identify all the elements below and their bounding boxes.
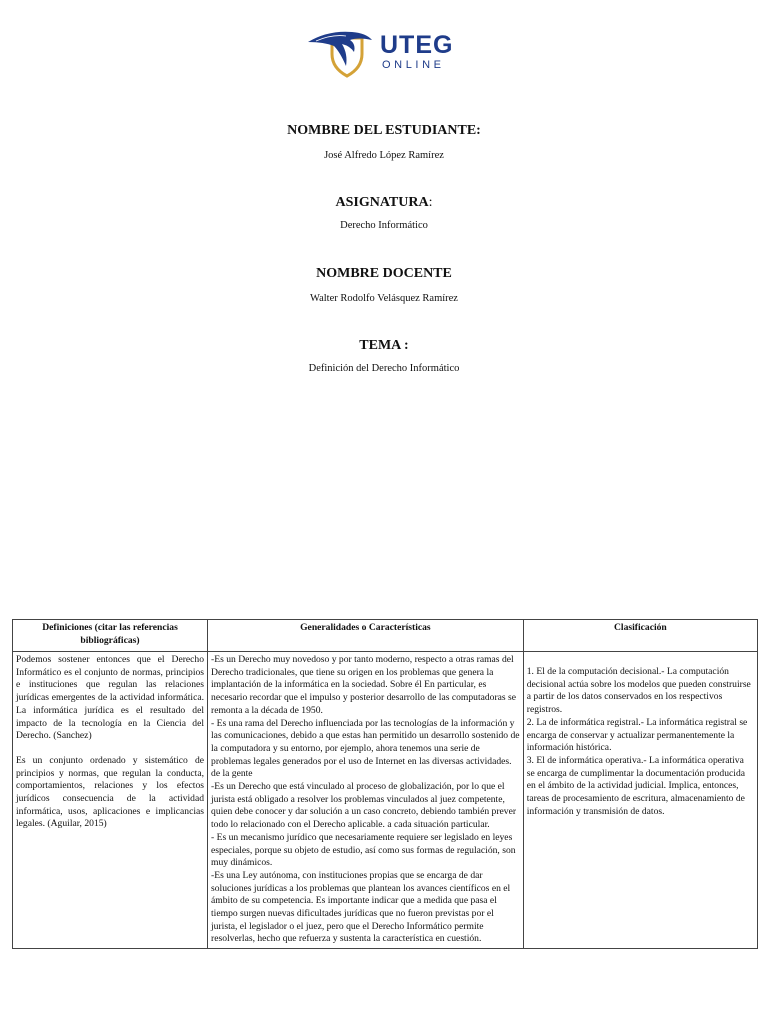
characteristic-item: -Es un Derecho muy novedoso y por tanto moderno, respecto a otras ramas del Derecho tradicionales, que tiene su origen en los problemas que genera la implantación de la informática en la sociedad. Sobre él En particular, es necesario recordar que el impulso y posterior desarrollo de las computadoras se remonta a la década de 1950. xyxy=(211,654,517,716)
teacher-name: Walter Rodolfo Velásquez Ramírez xyxy=(310,293,458,304)
classification-cell xyxy=(523,652,757,949)
content-table xyxy=(12,619,758,949)
characteristic-item: - Es una rama del Derecho influenciada por las tecnologías de la información y las comunicaciones, debido a que estas han permitido un desarrollo sostenido de la computadora y su entorno, por ejemplo, ahora tenemos una serie de problemas legales generados por el uso de Internet en las diversas actividades. de la gente xyxy=(211,717,520,780)
topic-name: Definición del Derecho Informático xyxy=(308,363,460,374)
characteristics-cell xyxy=(208,652,524,949)
table-header-row xyxy=(13,620,758,652)
definitions-cell xyxy=(13,652,208,949)
topic-heading: TEMA : xyxy=(359,338,409,353)
definition-paragraph: Es un conjunto ordenado y sistemático de principios y normas, que regulan la conducta, comportamientos, relaciones y los efectos jurídicos consecuencia de la actividad informática, usos, aplicaciones e implicancias legales. (Aguilar, 2015) xyxy=(16,754,205,830)
logo-uteg-text: UTEG xyxy=(380,31,454,59)
subject-colon: : xyxy=(428,195,433,210)
subject-name: Derecho Informático xyxy=(340,220,428,231)
student-heading: NOMBRE DEL ESTUDIANTE: xyxy=(287,123,481,138)
definition-paragraph: Podemos sostener entonces que el Derecho Informático es el conjunto de normas, principios e instituciones que regulan las relaciones jurídicas emergentes de la actividad informática. La informática jurídica es el resultado del impacto de la tecnología en la Ciencia del Derecho. (Sanchez) xyxy=(16,654,205,742)
table-row xyxy=(13,652,758,949)
teacher-heading: NOMBRE DOCENTE xyxy=(316,266,452,281)
eagle-shield-icon xyxy=(306,28,376,78)
characteristic-item: -Es una Ley autónoma, con instituciones propias que se encarga de dar soluciones jurídicas a los problemas que plantean los avances científicos en el ámbito de su competencia. Es importante indicar que a medida que pasa el tiempo surgen nuevas dificultades jurídicas que no fueron previstas por el jurista, el legislador o el juez, pero que el Derecho Informático permite resolverlas, hecho que refuerza y sustenta la característica en cuestión. xyxy=(211,869,511,945)
header-characteristics: Generalidades o Características xyxy=(208,620,524,652)
uteg-logo xyxy=(306,28,466,78)
classification-item: 1. El de la computación decisional.- La computación decisional actúa sobre los modelos que pueden construirse a partir de los datos conservados en los respectivos registros. xyxy=(526,666,751,716)
student-name: José Alfredo López Ramírez xyxy=(324,150,444,161)
classification-item: 2. La de informática registral.- La informática registral se encarga de conservar y actualizar permanentemente la información histórica. xyxy=(526,716,748,754)
logo-online-text: ONLINE xyxy=(382,59,445,71)
subject-heading: ASIGNATURA xyxy=(335,195,429,210)
characteristic-item: -Es un Derecho que está vinculado al proceso de globalización, por lo que el jurista está obligado a resolver los problemas vinculados al juez competente, quien debe conocer y dar solución a un caso concreto, debiendo también prever todo lo relacionado con el Derecho aplicable. a cada situación particular. xyxy=(211,781,517,831)
subject-heading-wrapper xyxy=(0,195,768,211)
characteristic-item: - Es un mecanismo jurídico que necesariamente requiere ser legislado en leyes especiales, porque su objeto de estudio, así como sus formas de regulación, son muy dinámicos. xyxy=(211,831,516,869)
header-definitions: Definiciones (citar las referencias bibliográficas) xyxy=(13,620,208,652)
header-classification: Clasificación xyxy=(523,620,757,652)
classification-item: 3. El de informática operativa.- La informática operativa se encarga de cumplimentar la documentación producida en el ámbito de la actividad judicial. Implica, entonces, tareas de procesamiento de escritura, almacenamiento de información y transmisión de datos. xyxy=(526,754,746,817)
